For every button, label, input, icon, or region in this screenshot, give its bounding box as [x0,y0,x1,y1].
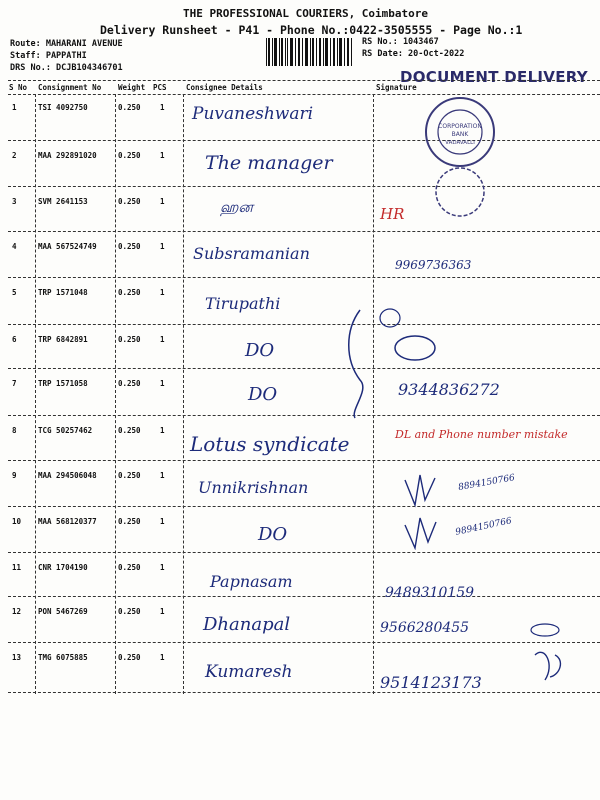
divider [8,277,600,278]
table-row [0,646,600,694]
drs-number: DRS No.: DCJB104346701 [10,63,123,73]
pcs-cell: 1 [160,563,165,572]
pcs-cell: 1 [160,335,165,344]
col-sno: S No [9,83,28,92]
pcs-cell: 1 [160,471,165,480]
weight-cell: 0.250 [118,197,141,206]
handwritten-consignee: ஹன [220,198,253,216]
pcs-cell: 1 [160,426,165,435]
consignment-cell: TRP 1571048 [38,288,88,297]
pcs-cell: 1 [160,653,165,662]
divider [8,642,600,643]
sno-cell: 2 [12,151,17,160]
handwritten-consignee: The manager [205,152,333,174]
barcode-image [265,38,355,66]
consignment-cell: TRP 6842891 [38,335,88,344]
divider [8,506,600,507]
sno-cell: 7 [12,379,17,388]
sno-cell: 12 [12,607,22,616]
handwritten-consignee: Kumaresh [205,662,293,682]
divider [8,415,600,416]
consignment-cell: TMG 6075885 [38,653,88,662]
consignment-cell: MAA 292891020 [38,151,97,160]
runsheet-meta-left [10,38,123,74]
signature-scribble-icon [340,300,440,420]
sno-cell: 11 [12,563,22,572]
handwritten-signature: 9969736363 [395,258,472,272]
consignment-cell: TSI 4092750 [38,103,88,112]
weight-cell: 0.250 [118,288,141,297]
consignment-cell: TCG 50257462 [38,426,93,435]
rs-number: RS No.: 1043467 [362,37,439,47]
consignment-cell: CNR 1704190 [38,563,88,572]
company-name: THE PROFESSIONAL COURIERS, Coimbatore [183,7,429,20]
col-consignment: Consignment No [38,83,102,92]
sno-cell: 9 [12,471,17,480]
sno-cell: 3 [12,197,17,206]
divider [8,460,600,461]
divider [8,596,600,597]
sno-cell: 6 [12,335,17,344]
pcs-cell: 1 [160,517,165,526]
divider [8,368,600,369]
handwritten-consignee: Unnikrishnan [198,478,309,497]
weight-cell: 0.250 [118,563,141,572]
weight-cell: 0.250 [118,103,141,112]
handwritten-consignee: DO [245,340,275,361]
weight-cell: 0.250 [118,607,141,616]
weight-cell: 0.250 [118,653,141,662]
sno-cell: 5 [12,288,17,297]
consignment-cell: MAA 294506048 [38,471,97,480]
runsheet-meta-right [362,36,464,60]
handwritten-consignee: Subsramanian [193,244,310,263]
handwritten-consignee: Lotus syndicate [190,432,350,456]
pcs-cell: 1 [160,242,165,251]
table-row [0,281,600,329]
divider [8,186,600,187]
handwritten-signature: 9566280455 [380,620,470,636]
divider [8,324,600,325]
weight-cell: 0.250 [118,379,141,388]
handwritten-signature: 9514123173 [380,673,482,692]
handwritten-signature: DL and Phone number mistake [395,428,568,441]
sno-cell: 8 [12,426,17,435]
weight-cell: 0.250 [118,151,141,160]
divider [8,552,600,553]
runsheet-title: Delivery Runsheet - P41 - Phone No.:0422-3505555 - Page No.:1 [100,23,523,37]
col-signature: Signature [376,83,417,92]
weight-cell: 0.250 [118,471,141,480]
consignment-cell: MAA 568120377 [38,517,97,526]
handwritten-consignee: Puvaneshwari [192,104,314,124]
document-delivery-stamp: DOCUMENT DELIVERY [400,68,588,86]
consignment-cell: SVM 2641153 [38,197,88,206]
weight-cell: 0.250 [118,517,141,526]
pcs-cell: 1 [160,103,165,112]
handwritten-consignee: Tirupathi [205,294,281,313]
handwritten-signature: 8894150766 [457,473,516,493]
col-weight: Weight [118,83,146,92]
divider [8,692,600,693]
consignment-cell: MAA 567524749 [38,242,97,251]
pcs-cell: 1 [160,288,165,297]
sno-cell: 13 [12,653,22,662]
bank-stamp-icon [420,92,500,222]
consignment-cell: TRP 1571058 [38,379,88,388]
table-row [0,600,600,648]
weight-cell: 0.250 [118,242,141,251]
weight-cell: 0.250 [118,426,141,435]
table-row [0,372,600,420]
route-text: Route: MAHARANI AVENUE [10,39,123,49]
pcs-cell: 1 [160,379,165,388]
sno-cell: 4 [12,242,17,251]
handwritten-signature: 9344836272 [398,380,500,399]
handwritten-consignee: DO [258,524,288,545]
staff-text: Staff: PAPPATHI [10,51,87,61]
pcs-cell: 1 [160,607,165,616]
handwritten-consignee: DO [248,384,278,405]
sno-cell: 10 [12,517,22,526]
rs-date: RS Date: 20-Oct-2022 [362,49,465,59]
signature-scribble-icon [400,470,460,550]
divider [8,231,600,232]
weight-cell: 0.250 [118,335,141,344]
handwritten-signature: 9894150766 [454,516,513,538]
svg-text:BANK: BANK [451,131,469,138]
handwritten-consignee: Papnasam [210,572,293,591]
sno-cell: 1 [12,103,17,112]
svg-text:CORPORATION: CORPORATION [438,123,482,130]
divider [8,94,600,95]
handwritten-signature: 9489310159 [385,585,475,601]
pcs-cell: 1 [160,151,165,160]
table-header [0,80,600,94]
pcs-cell: 1 [160,197,165,206]
handwritten-signature: HR [380,205,405,223]
col-consignee: Consignee Details [186,83,263,92]
col-pcs: PCS [153,83,167,92]
consignment-cell: PON 5467269 [38,607,88,616]
handwritten-consignee: Dhanapal [203,614,291,635]
signature-scribble-icon [525,615,595,685]
divider [8,140,600,141]
svg-text:VADAVALLI: VADAVALLI [445,140,475,146]
